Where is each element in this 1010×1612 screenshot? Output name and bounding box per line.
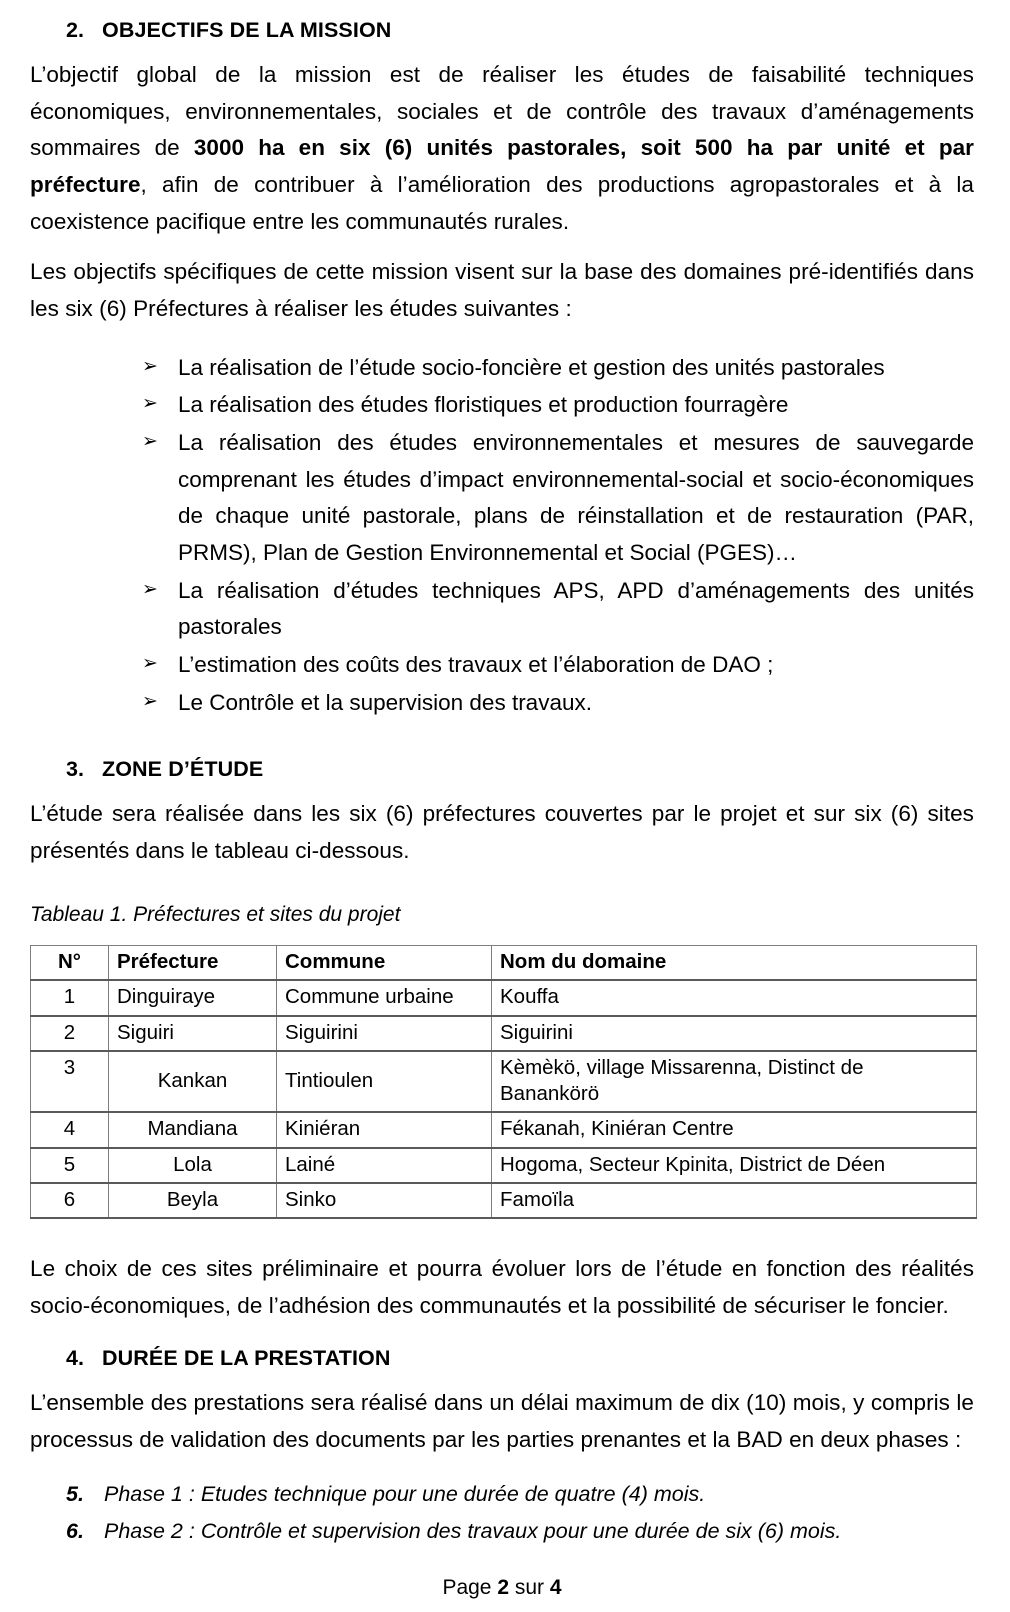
spacer bbox=[30, 884, 974, 900]
list-item-text: La réalisation des études environnementales et mesures de sauvegarde comprenant les études d’impact environnemental-social et socio-économiques de chaque unité pastorale, plans de réinstallation et de restauration (PAR, PRMS), Plan de Gestion Environnemental et Social (PGES)… bbox=[178, 430, 974, 566]
cell-no: 6 bbox=[31, 1183, 109, 1218]
column-header-prefecture: Préfecture bbox=[109, 946, 277, 981]
section-number: 3. bbox=[66, 757, 85, 782]
phase-number: 5. bbox=[66, 1481, 84, 1506]
list-item-text: L’estimation des coûts des travaux et l’élaboration de DAO ; bbox=[178, 652, 774, 678]
arrowhead-bullet-icon: ➢ bbox=[142, 431, 158, 453]
table-caption: Tableau 1. Préfectures et sites du projet bbox=[30, 902, 401, 926]
arrowhead-bullet-icon: ➢ bbox=[142, 355, 158, 377]
prefectures-sites-table bbox=[30, 945, 977, 1219]
paragraph-zone-etude-intro: L’étude sera réalisée dans les six (6) préfectures couvertes par le projet et sur six (6) sites présentés dans le tableau ci-dessous. bbox=[30, 801, 974, 864]
cell-commune: Tintioulen bbox=[277, 1051, 492, 1112]
paragraph-objectifs-specifiques: Les objectifs spécifiques de cette mission visent sur la base des domaines pré-identifiés dans les six (6) Préfectures à réaliser les études suivantes : bbox=[30, 259, 974, 322]
cell-domaine: Fékanah, Kiniéran Centre bbox=[492, 1112, 977, 1147]
paragraph-duree-intro: L’ensemble des prestations sera réalisé dans un délai maximum de dix (10) mois, y compris le processus de validation des documents par les parties prenantes et la BAD en deux phases : bbox=[30, 1390, 974, 1453]
cell-domaine: Hogoma, Secteur Kpinita, District de Déen bbox=[492, 1148, 977, 1183]
table-body bbox=[31, 980, 977, 1218]
cell-domaine: Kouffa bbox=[492, 980, 977, 1015]
footer-total-pages: 4 bbox=[549, 1576, 562, 1600]
table-row bbox=[31, 1183, 977, 1218]
cell-no: 1 bbox=[31, 980, 109, 1015]
footer-current-page: 2 bbox=[497, 1576, 510, 1600]
section-title: DURÉE DE LA PRESTATION bbox=[102, 1346, 391, 1371]
objectif-global-emphasis: 3000 ha en six (6) unités pastorales, soit 500 ha par unité et par préfecture bbox=[30, 135, 974, 198]
cell-prefecture: Kankan bbox=[109, 1051, 277, 1112]
cell-prefecture: Dinguiraye bbox=[109, 980, 277, 1015]
paragraph-choix-sites: Le choix de ces sites préliminaire et pourra évoluer lors de l’étude en fonction des réalités socio-économiques, de l’adhésion des communautés et la possibilité de sécuriser le foncier. bbox=[30, 1256, 974, 1318]
objectifs-bullet-list bbox=[30, 350, 974, 722]
footer-middle: sur bbox=[509, 1576, 550, 1600]
section-title: OBJECTIFS DE LA MISSION bbox=[102, 18, 392, 42]
cell-commune: Sinko bbox=[277, 1183, 492, 1218]
arrowhead-bullet-icon: ➢ bbox=[142, 393, 158, 415]
cell-domaine: Kèmèkö, village Missarenna, Distinct de Banankörö bbox=[492, 1051, 977, 1112]
phases-list bbox=[30, 1477, 974, 1549]
table-row bbox=[31, 1016, 977, 1051]
list-item bbox=[66, 1477, 974, 1512]
cell-commune: Commune urbaine bbox=[277, 980, 492, 1015]
phase-text: Phase 1 : Etudes technique pour une durée de quatre (4) mois. bbox=[104, 1481, 706, 1506]
list-item bbox=[142, 685, 974, 722]
spacer bbox=[30, 342, 974, 350]
cell-commune: Siguirini bbox=[277, 1016, 492, 1051]
cell-prefecture: Lola bbox=[109, 1148, 277, 1183]
cell-no: 2 bbox=[31, 1016, 109, 1051]
cell-prefecture: Mandiana bbox=[109, 1112, 277, 1147]
list-item bbox=[142, 573, 974, 646]
table-row bbox=[31, 1112, 977, 1147]
cell-commune: Kiniéran bbox=[277, 1112, 492, 1147]
column-header-commune: Commune bbox=[277, 946, 492, 981]
table-row bbox=[31, 1051, 977, 1112]
paragraph-objectif-global bbox=[30, 57, 974, 240]
list-item-text: Le Contrôle et la supervision des travaux. bbox=[178, 689, 592, 715]
list-item bbox=[142, 647, 974, 684]
spacer bbox=[30, 731, 974, 757]
cell-no: 5 bbox=[31, 1148, 109, 1183]
arrowhead-bullet-icon: ➢ bbox=[142, 653, 158, 675]
objectif-global-part2: , afin de contribuer à l’amélioration des productions agropastorales et à la coexistence pacifique entre les communautés rurales. bbox=[30, 172, 974, 234]
column-header-no: N° bbox=[31, 946, 109, 981]
list-item-text: La réalisation de l’étude socio-foncière et gestion des unités pastorales bbox=[178, 354, 885, 380]
section-number: 4. bbox=[66, 1346, 85, 1371]
cell-no: 4 bbox=[31, 1112, 109, 1147]
table-header-row bbox=[31, 946, 977, 981]
phase-number: 6. bbox=[66, 1518, 84, 1543]
cell-commune: Lainé bbox=[277, 1148, 492, 1183]
section-title: ZONE D’ÉTUDE bbox=[102, 757, 264, 782]
cell-domaine: Famoïla bbox=[492, 1183, 977, 1218]
table-row bbox=[31, 980, 977, 1015]
list-item-text: La réalisation des études floristiques et production fourragère bbox=[178, 392, 789, 418]
list-item-text: La réalisation d’études techniques APS, APD d’aménagements des unités pastorales bbox=[178, 577, 974, 640]
phase-text: Phase 2 : Contrôle et supervision des travaux pour une durée de six (6) mois. bbox=[104, 1518, 842, 1543]
cell-domaine: Siguirini bbox=[492, 1016, 977, 1051]
objectif-global-part1: L’objectif global de la mission est de réaliser les études de faisabilité techniques économiques, environnementales, sociales et de contrôle des travaux d’aménagements sommaires de bbox=[30, 62, 974, 161]
section-number: 2. bbox=[66, 18, 85, 42]
arrowhead-bullet-icon: ➢ bbox=[142, 578, 158, 600]
table-header bbox=[31, 946, 977, 981]
table-row bbox=[31, 1148, 977, 1183]
section-heading-objectifs bbox=[30, 18, 974, 43]
footer-prefix: Page bbox=[442, 1576, 498, 1600]
list-item bbox=[142, 387, 974, 424]
list-item bbox=[142, 425, 974, 572]
cell-prefecture: Beyla bbox=[109, 1183, 277, 1218]
page-footer bbox=[30, 1574, 974, 1601]
section-heading-duree bbox=[30, 1346, 974, 1371]
cell-no: 3 bbox=[31, 1051, 109, 1112]
cell-prefecture: Siguiri bbox=[109, 1016, 277, 1051]
column-header-domaine: Nom du domaine bbox=[492, 946, 977, 981]
list-item bbox=[142, 350, 974, 387]
list-item bbox=[66, 1514, 974, 1549]
arrowhead-bullet-icon: ➢ bbox=[142, 690, 158, 712]
section-heading-zone-etude bbox=[30, 757, 974, 782]
spacer bbox=[30, 1225, 974, 1251]
